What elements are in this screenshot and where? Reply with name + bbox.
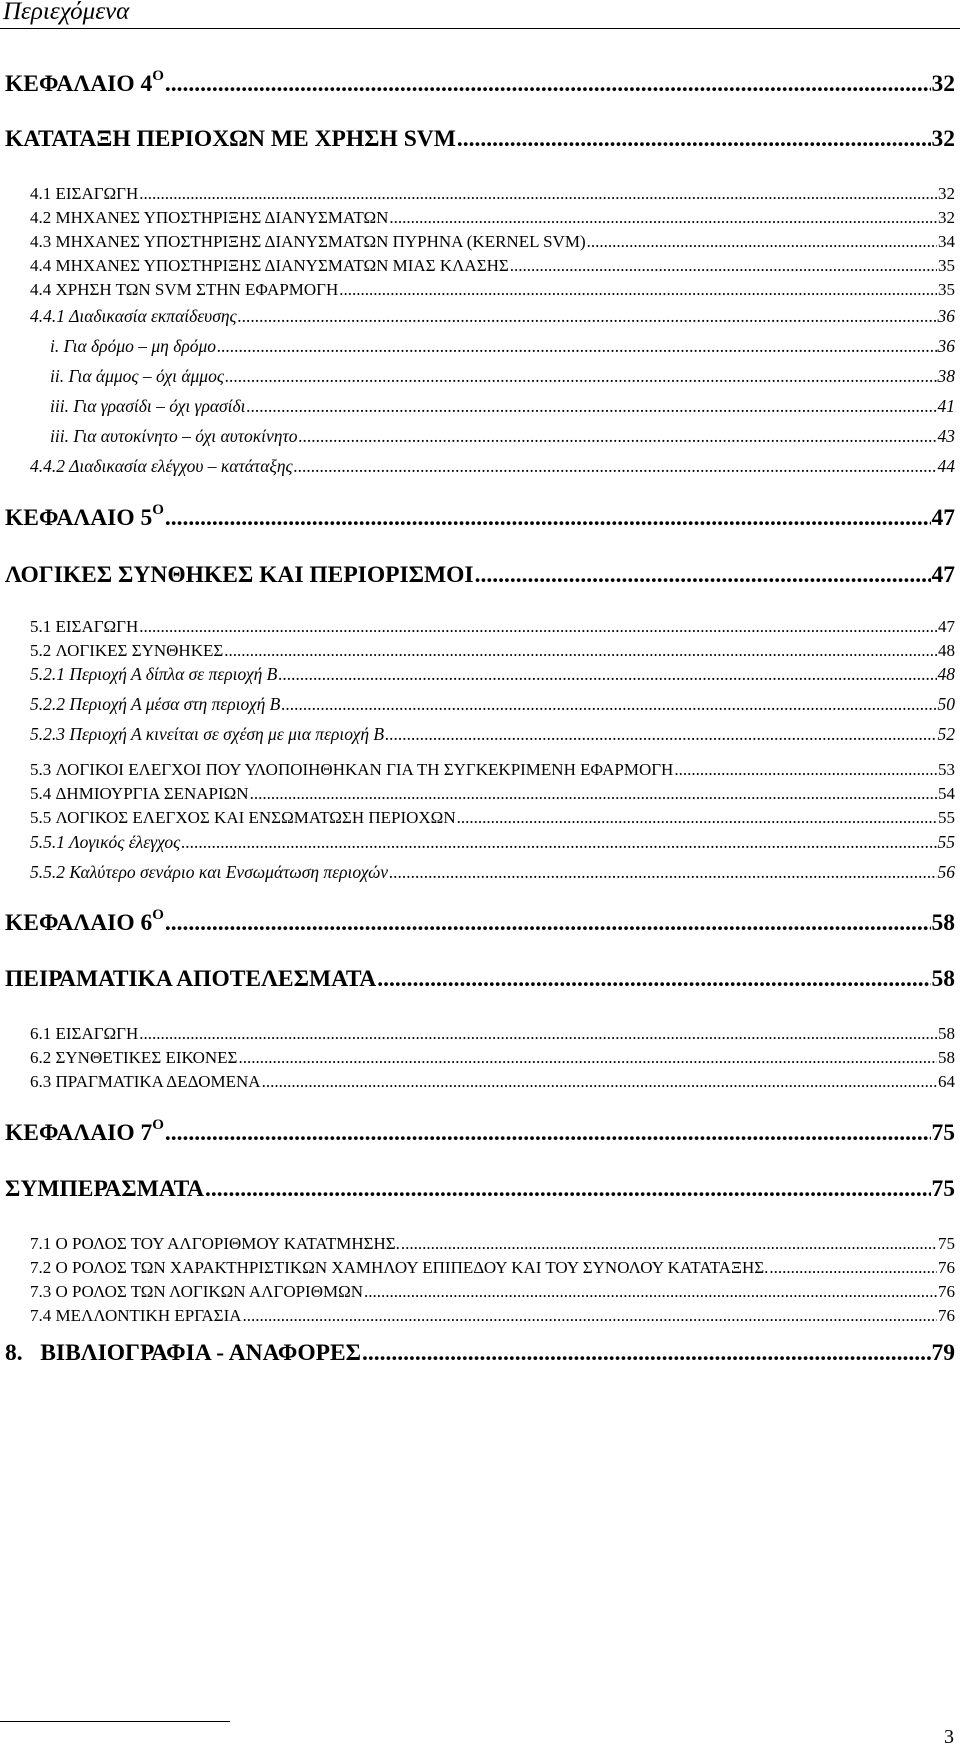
toc-entry[interactable] [30,1282,955,1302]
toc-entry-label [5,1176,204,1203]
toc-entry-title: Για γρασίδι – όχι γρασίδι [73,396,246,416]
toc-entry-label [30,184,138,204]
dot-leader [165,910,931,937]
toc-entry-page: 41 [937,396,955,416]
toc-entry-page: 56 [937,862,955,882]
toc-entry-label [30,1258,768,1278]
dot-leader [364,1282,937,1302]
toc-entry-number: 4.4.1 [30,306,65,326]
toc-entry[interactable] [5,1176,955,1203]
toc-entry-page: 58 [938,1024,955,1043]
toc-entry-title: Καλύτερο σενάριο και Ενσωμάτωση περιοχών [69,862,389,882]
toc-entry-title: Περιοχή Α μέσα στη περιοχή Β [69,694,281,714]
toc-entry-label [5,562,474,589]
toc-entry-number: 4.3 [30,232,52,251]
dot-leader [205,1176,931,1203]
toc-entry-page: 76 [938,1258,955,1277]
footer-divider [0,1721,230,1722]
toc-entry-label [30,617,138,637]
toc-entry-label [30,641,223,661]
toc-entry-number: ΣΥΜΠΕΡΑΣΜΑΤΑ [5,1176,204,1202]
toc-entry-number: 5.2 [30,641,52,660]
toc-entry-title: ΛΟΓΙΚΟΣ ΕΛΕΓΧΟΣ ΚΑΙ ΕΝΣΩΜΑΤΩΣΗ ΠΕΡΙΟΧΩΝ [55,808,456,827]
toc-entry-page: 50 [937,694,955,714]
toc-entry-superscript: Ο [152,68,164,85]
toc-entry-label [30,694,280,715]
toc-entry[interactable] [30,724,955,745]
toc-entry[interactable] [5,68,955,98]
toc-entry-page: 43 [937,426,955,446]
toc-entry-number: iii. [50,396,69,416]
dot-leader [243,1306,937,1326]
toc-entry[interactable] [30,617,955,637]
dot-leader [587,232,937,252]
dot-leader [389,208,937,228]
toc-entry-number: ΚΕΦΑΛΑΙΟ 7 [5,1120,153,1146]
dot-leader [475,562,931,589]
dot-leader [181,832,936,853]
toc-entry-page: 76 [938,1282,955,1301]
toc-entry-title: ΛΟΓΙΚΕΣ ΣΥΝΘΗΚΕΣ [55,641,224,660]
toc-entry-number: 6.2 [30,1048,52,1067]
toc-entry-label [30,306,237,327]
header-divider [0,28,960,29]
toc-entry-title: Για αυτοκίνητο – όχι αυτοκίνητο [73,426,298,446]
toc-entry-superscript: Ο [152,1117,164,1134]
toc-entry-number: 7.2 [30,1258,52,1277]
toc-entry-superscript: Ο [152,907,164,924]
dot-leader [339,280,937,300]
toc-entry[interactable] [30,232,955,252]
toc-entry[interactable] [50,426,955,447]
toc-entry-number: 4.4 [30,256,52,275]
toc-entry-page: 64 [938,1072,955,1091]
toc-entry-title: ΜΗΧΑΝΕΣ ΥΠΟΣΤΗΡΙΞΗΣ ΔΙΑΝΥΣΜΑΤΩΝ ΜΙΑΣ ΚΛΑΣΗΣ [55,256,509,275]
toc-entry-number: i. [50,336,60,356]
dot-leader [250,784,937,804]
toc-entry[interactable] [50,336,955,357]
dot-leader [217,336,936,357]
dot-leader [769,1258,937,1278]
toc-entry[interactable] [30,256,955,276]
toc-entry[interactable] [5,907,955,937]
toc-entry-page: 48 [937,664,955,684]
dot-leader [262,1072,937,1092]
toc-entry[interactable] [5,1340,955,1367]
toc-entry-label [30,832,180,853]
toc-entry-label [5,966,376,993]
toc-entry-page: 34 [938,232,955,251]
toc-entry-label [30,1306,242,1326]
dot-leader [401,1234,937,1254]
toc-entry[interactable] [30,1072,955,1092]
toc-entry-page: 47 [931,562,955,588]
toc-entry-page: 55 [938,808,955,827]
toc-entry-number: 8. [5,1340,23,1366]
toc-entry[interactable] [30,280,955,300]
toc-entry-number: 5.4 [30,784,52,803]
toc-entry-number: 5.3 [30,760,52,779]
toc-entry[interactable] [30,1048,955,1068]
toc-entry-title: Περιοχή Α δίπλα σε περιοχή Β [69,664,278,684]
dot-leader [165,71,931,98]
toc-entry-number: ΚΕΦΑΛΑΙΟ 6 [5,910,153,936]
dot-leader [294,456,937,477]
toc-entry-label [30,760,673,780]
toc-entry-title: Διαδικασία ελέγχου – κατάταξης [69,456,293,476]
toc-entry-title: Ο ΡΟΛΟΣ ΤΩΝ ΛΟΓΙΚΩΝ ΑΛΓΟΡΙΘΜΩΝ [55,1282,364,1301]
toc-entry-page: 32 [931,71,955,97]
toc-entry-label [30,664,277,685]
toc-entry-page: 75 [938,1234,955,1253]
toc-entry-number: 5.1 [30,617,52,636]
toc-entry-label [5,126,456,153]
toc-entry-page: 58 [938,1048,955,1067]
toc-entry-title: Ο ΡΟΛΟΣ ΤΟΥ ΑΛΓΟΡΙΘΜΟΥ ΚΑΤΑΤΜΗΣΗΣ. [55,1234,400,1253]
toc-entry-page: 36 [937,306,955,326]
toc-entry-title: ΜΕΛΛΟΝΤΙΚΗ ΕΡΓΑΣΙΑ [55,1306,242,1325]
toc-entry-title: ΕΙΣΑΓΩΓΗ [55,1024,139,1043]
toc-entry[interactable] [30,832,955,853]
toc-entry[interactable] [5,126,955,153]
toc-entry-label [30,1048,237,1068]
toc-entry-title: Ο ΡΟΛΟΣ ΤΩΝ ΧΑΡΑΚΤΗΡΙΣΤΙΚΩΝ ΧΑΜΗΛΟΥ ΕΠΙΠΕΔΟΥ ΚΑΙ ΤΟΥ ΣΥΝΟΛΟΥ ΚΑΤΑΤΑΞΗΣ. [55,1258,769,1277]
toc-entry-number: 5.2.3 [30,724,65,744]
toc-entry[interactable] [30,664,955,685]
toc-entry-label [5,502,164,532]
toc-entry[interactable] [30,862,955,883]
toc-entry-number: ii. [50,366,65,386]
toc-entry-number: 4.4.2 [30,456,65,476]
toc-entry-title: Λογικός έλεγχος [69,832,181,852]
toc-entry-page: 58 [931,910,955,936]
dot-leader [247,396,937,417]
toc-entry[interactable] [30,456,955,477]
toc-entry-page: 32 [938,208,955,227]
toc-entry[interactable] [30,641,955,661]
dot-leader [224,641,937,661]
dot-leader [238,1048,937,1068]
toc-entry-number: 7.4 [30,1306,52,1325]
toc-entry-page: 76 [938,1306,955,1325]
page-header-title: Περιεχόμενα [3,0,130,25]
toc-entry-label [30,456,293,477]
dot-leader [385,724,936,745]
toc-entry-page: 35 [938,256,955,275]
toc-entry-page: 55 [937,832,955,852]
toc-entry-label [30,208,388,228]
toc-entry[interactable] [5,502,955,532]
page-number: 3 [944,1726,954,1748]
toc-entry-number: iii. [50,426,69,446]
toc-entry-title: ΜΗΧΑΝΕΣ ΥΠΟΣΤΗΡΙΞΗΣ ΔΙΑΝΥΣΜΑΤΩΝ [55,208,389,227]
toc-entry-label [5,907,164,937]
toc-entry-number: ΛΟΓΙΚΕΣ ΣΥΝΘΗΚΕΣ ΚΑΙ ΠΕΡΙΟΡΙΣΜΟΙ [5,562,474,588]
toc-entry-label [30,1234,400,1254]
toc-entry-page: 58 [931,966,955,992]
toc-entry-number: ΠΕΙΡΑΜΑΤΙΚΑ ΑΠΟΤΕΛΕΣΜΑΤΑ [5,966,377,992]
toc-entry-page: 36 [937,336,955,356]
toc-entry-label [30,862,388,883]
dot-leader [281,694,936,715]
toc-entry[interactable] [5,1117,955,1147]
toc-entry-label [30,1024,138,1044]
toc-entry-title: ΕΙΣΑΓΩΓΗ [55,184,139,203]
toc-entry-label [50,336,216,357]
toc-entry-superscript: Ο [152,502,164,519]
toc-entry-number: 7.3 [30,1282,52,1301]
toc-entry-number: 5.5.2 [30,862,65,882]
toc-entry-page: 48 [938,641,955,660]
toc-entry[interactable] [30,306,955,327]
toc-entry-number: 4.1 [30,184,52,203]
toc-entry-number: 5.5.1 [30,832,65,852]
toc-entry[interactable] [30,1024,955,1044]
dot-leader [389,862,936,883]
dot-leader [362,1340,930,1367]
toc-entry-page: 52 [937,724,955,744]
toc-entry[interactable] [30,208,955,228]
toc-entry-number: 5.2.1 [30,664,65,684]
toc-entry[interactable] [50,366,955,387]
toc-entry[interactable] [30,1306,955,1326]
toc-entry-title: Για δρόμο – μη δρόμο [63,336,217,356]
toc-entry-title: Για άμμος – όχι άμμος [68,366,224,386]
toc-entry-number: ΚΑΤΑΤΑΞΗ ΠΕΡΙΟΧΩΝ ΜΕ ΧΡΗΣΗ SVM [5,126,456,152]
toc-entry-label [30,1072,261,1092]
toc-entry[interactable] [5,562,955,589]
toc-entry-number: 4.4 [30,280,52,299]
toc-entry-page: 38 [937,366,955,386]
toc-entry-label [30,784,249,804]
toc-entry-number: 6.1 [30,1024,52,1043]
toc-entry-page: 47 [931,505,955,531]
toc-entry-label [30,724,384,745]
toc-entry[interactable] [30,784,955,804]
toc-entry-title: Περιοχή Α κινείται σε σχέση με μια περιοχή Β [69,724,385,744]
toc-entry-number: ΚΕΦΑΛΑΙΟ 5 [5,505,153,531]
toc-entry-page: 32 [931,126,955,152]
toc-entry-number: 4.2 [30,208,52,227]
toc-entry[interactable] [30,760,955,780]
dot-leader [165,505,931,532]
toc-entry-page: 32 [938,184,955,203]
toc-entry-label [30,808,456,828]
toc-entry[interactable] [30,808,955,828]
dot-leader [674,760,937,780]
spacer [23,1340,41,1366]
toc-entry-label [5,1340,361,1367]
toc-entry-page: 35 [938,280,955,299]
dot-leader [225,366,937,387]
dot-leader [457,808,937,828]
toc-entry-page: 44 [937,456,955,476]
toc-entry-label [50,366,224,387]
toc-entry-page: 47 [938,617,955,636]
toc-entry-page: 79 [931,1340,955,1366]
dot-leader [510,256,937,276]
toc-entry-label [30,1282,363,1302]
dot-leader [238,306,937,327]
toc-entry-label [30,256,509,276]
toc-entry[interactable] [30,1258,955,1278]
toc-entry-label [5,1117,164,1147]
toc-entry[interactable] [30,694,955,715]
toc-entry-number: 5.5 [30,808,52,827]
toc-entry-title: ΧΡΗΣΗ ΤΩΝ SVM ΣΤΗΝ ΕΦΑΡΜΟΓΗ [55,280,339,299]
dot-leader [457,126,931,153]
toc-entry-title: ΣΥΝΘΕΤΙΚΕΣ ΕΙΚΟΝΕΣ [55,1048,238,1067]
dot-leader [139,617,937,637]
toc-entry-page: 53 [938,760,955,779]
toc-entry-page: 75 [931,1120,955,1146]
toc-entry[interactable] [30,1234,955,1254]
toc-entry[interactable] [50,396,955,417]
dot-leader [377,966,930,993]
toc-entry-label [50,396,246,417]
dot-leader [299,426,937,447]
toc-entry-title: ΜΗΧΑΝΕΣ ΥΠΟΣΤΗΡΙΞΗΣ ΔΙΑΝΥΣΜΑΤΩΝ ΠΥΡΗΝΑ (KERNEL SVM) [55,232,586,251]
toc-entry-number: 5.2.2 [30,694,65,714]
toc-entry-page: 75 [931,1176,955,1202]
toc-entry[interactable] [30,184,955,204]
toc-entry-title: ΕΙΣΑΓΩΓΗ [55,617,139,636]
toc-entry-title: ΛΟΓΙΚΟΙ ΕΛΕΓΧΟΙ ΠΟΥ ΥΛΟΠΟΙΗΘΗΚΑΝ ΓΙΑ ΤΗ ΣΥΓΚΕΚΡΙΜΕΝΗ ΕΦΑΡΜΟΓΗ [55,760,674,779]
dot-leader [139,1024,937,1044]
toc-entry-number: ΚΕΦΑΛΑΙΟ 4 [5,71,153,97]
toc-entry-title: ΒΙΒΛΙΟΓΡΑΦΙΑ - ΑΝΑΦΟΡΕΣ [40,1340,362,1366]
dot-leader [139,184,937,204]
toc-entry-label [5,68,164,98]
toc-entry-number: 7.1 [30,1234,52,1253]
toc-entry[interactable] [5,966,955,993]
dot-leader [165,1120,931,1147]
toc-entry-label [50,426,298,447]
toc-entry-number: 6.3 [30,1072,52,1091]
toc-entry-page: 54 [938,784,955,803]
toc-entry-label [30,280,338,300]
toc-entry-label [30,232,586,252]
dot-leader [278,664,936,685]
toc-entry-title: Διαδικασία εκπαίδευσης [69,306,237,326]
toc-entry-title: ΠΡΑΓΜΑΤΙΚΑ ΔΕΔΟΜΕΝΑ [55,1072,261,1091]
toc-entry-title: ΔΗΜΙΟΥΡΓΙΑ ΣΕΝΑΡΙΩΝ [55,784,249,803]
